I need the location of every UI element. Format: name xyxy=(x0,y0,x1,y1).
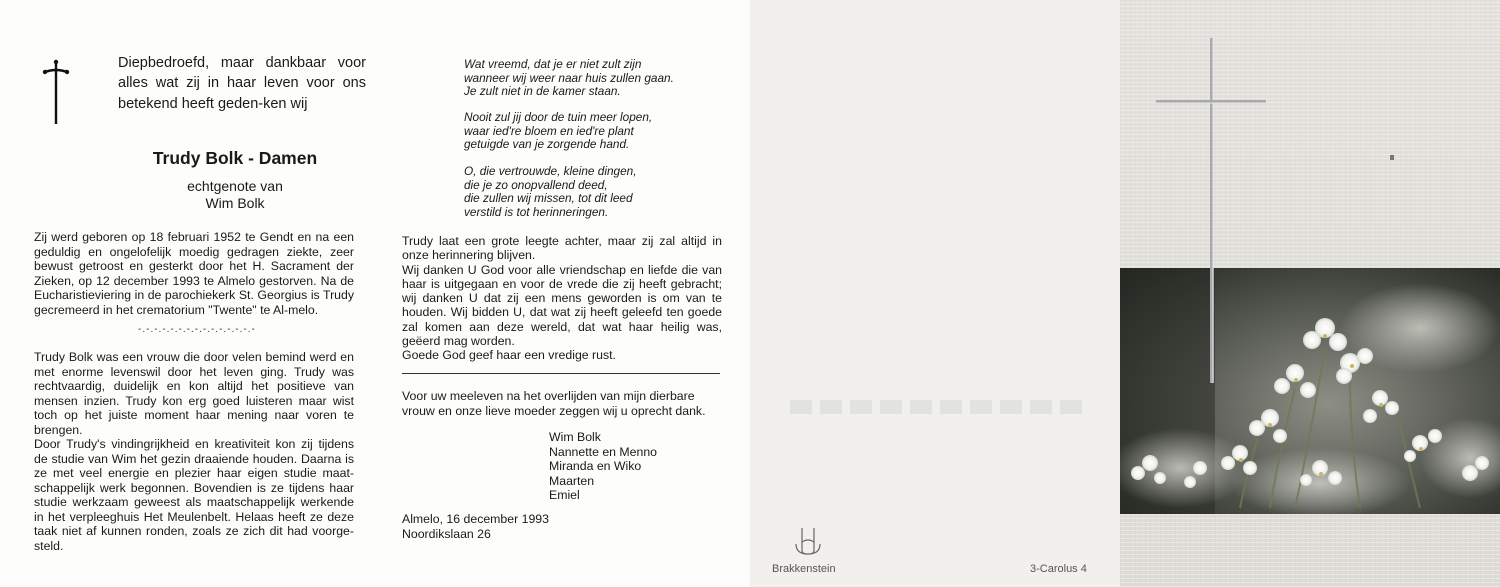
poem-stanza-2 xyxy=(464,111,724,152)
closing-paragraph: Trudy laat een grote leegte achter, maar zij zal altijd in onze herinnering blijven. xyxy=(402,234,722,263)
biography-paragraph: Door Trudy's vindingrijkheid en kreativiteit kon zij tijdens de studie van Wim het gezin draaiende houden. Daarna is ze met veel energie en plezier haar eigen studie maat-schappelijk werk begonnen. Bovendien is ze tijdens haar studie werkzaam geweest als maatschappelijk werkende in het verpleeghuis Het Meulenbelt. Helaas heeft ze deze taak niet af kunnen ronden, zoals ze zich dit had voorge-steld. xyxy=(34,437,354,553)
spouse-name: Wim Bolk xyxy=(205,195,265,211)
closing-paragraph: Wij danken U God voor alle vriendschap en liefde die van haar is uitgegaan en voor de vrede die zij heeft gebracht; wij danken U dat zij een mens geworden is om van te houden. Wij bidden U, dat wat zij heeft geleefd ten goede zal komen aan deze wereld, dat wat haar heilig was, geëerd mag worden. xyxy=(402,262,722,349)
poem-line: Wat vreemd, dat je er niet zult zijn xyxy=(464,57,642,71)
poem-line: Nooit zul jij door de tuin meer lopen, xyxy=(464,110,653,124)
family-member: Nannette en Menno xyxy=(549,444,658,459)
closing-text xyxy=(402,234,722,363)
poem-line: die zullen wij missen, tot dit leed xyxy=(464,191,633,206)
family-member: Miranda en Wiko xyxy=(549,459,642,473)
poem-stanza-3 xyxy=(464,165,724,219)
address: Noordikslaan 26 xyxy=(402,526,491,541)
family-member: Wim Bolk xyxy=(549,430,601,444)
bleed-through-text xyxy=(790,400,1090,414)
dotted-divider: -.-.-.-.-.-.-.-.-.-.-.-.-.-.- xyxy=(138,324,256,335)
brakkenstein-logo xyxy=(791,524,825,558)
thanks-text: Voor uw meeleven na het overlijden van mijn dierbare vrouw en onze lieve moeder zeggen wij u oprecht dank. xyxy=(402,389,706,418)
print-speck xyxy=(1390,155,1394,160)
biography-birth-death: Zij werd geboren op 18 februari 1952 te Gendt en na een geduldig en ongelofelijk moedig gedragen ziekte, zeer bewust getroost en gesterkt door het H. Sacrament der Zieken, op 12 december 1993 te Almelo gestorven. Na de Eucharistieviering in de parochiekerk St. Georgius is Trudy gecremeerd in het crematorium "Twente" te Al-melo. xyxy=(34,230,354,317)
biography-character xyxy=(34,350,354,553)
spouse-block xyxy=(110,178,360,212)
family-member: Maarten xyxy=(549,473,595,488)
card-code: 3-Carolus 4 xyxy=(1030,563,1087,575)
cross-icon xyxy=(40,58,72,128)
poem-stanza-1 xyxy=(464,58,724,99)
place-date-block xyxy=(402,512,549,541)
publisher-name: Brakkenstein xyxy=(772,563,836,575)
poem-line: die je zo onopvallend deed, xyxy=(464,177,608,192)
place-date: Almelo, 16 december 1993 xyxy=(402,512,549,526)
deceased-name: Trudy Bolk - Damen xyxy=(152,148,318,168)
poem-line: O, die vertrouwde, kleine dingen, xyxy=(464,164,637,178)
biography-paragraph: Trudy Bolk was een vrouw die door velen bemind werd en met enorme levenswil door het leven ging. Trudy was rechtvaardig, duidelijk en kon altijd het positieve van mensen inzien. Trudy kon erg goed luisteren maar wist toch op het juiste moment haar mening naar voren te brengen. xyxy=(34,350,354,437)
separator-line xyxy=(402,373,720,374)
closing-prayer: Goede God geef haar een vredige rust. xyxy=(402,348,616,363)
poem-line: wanneer wij weer naar huis zullen gaan. xyxy=(464,70,674,85)
spouse-label: echtgenote van xyxy=(187,178,283,194)
cross-icon xyxy=(1150,38,1275,383)
poem-line: Je zult niet in de kamer staan. xyxy=(464,84,621,99)
family-signatures xyxy=(549,430,657,503)
family-member: Emiel xyxy=(549,488,580,502)
poem-line: getuigde van je zorgende hand. xyxy=(464,137,630,152)
poem-line: waar ied're bloem en ied're plant xyxy=(464,123,634,138)
poem-line: verstild is tot herinneringen. xyxy=(464,204,609,219)
intro-text: Diepbedroefd, maar dankbaar voor alles wat zij in haar leven voor ons betekend heeft geden-ken wij xyxy=(118,55,366,112)
